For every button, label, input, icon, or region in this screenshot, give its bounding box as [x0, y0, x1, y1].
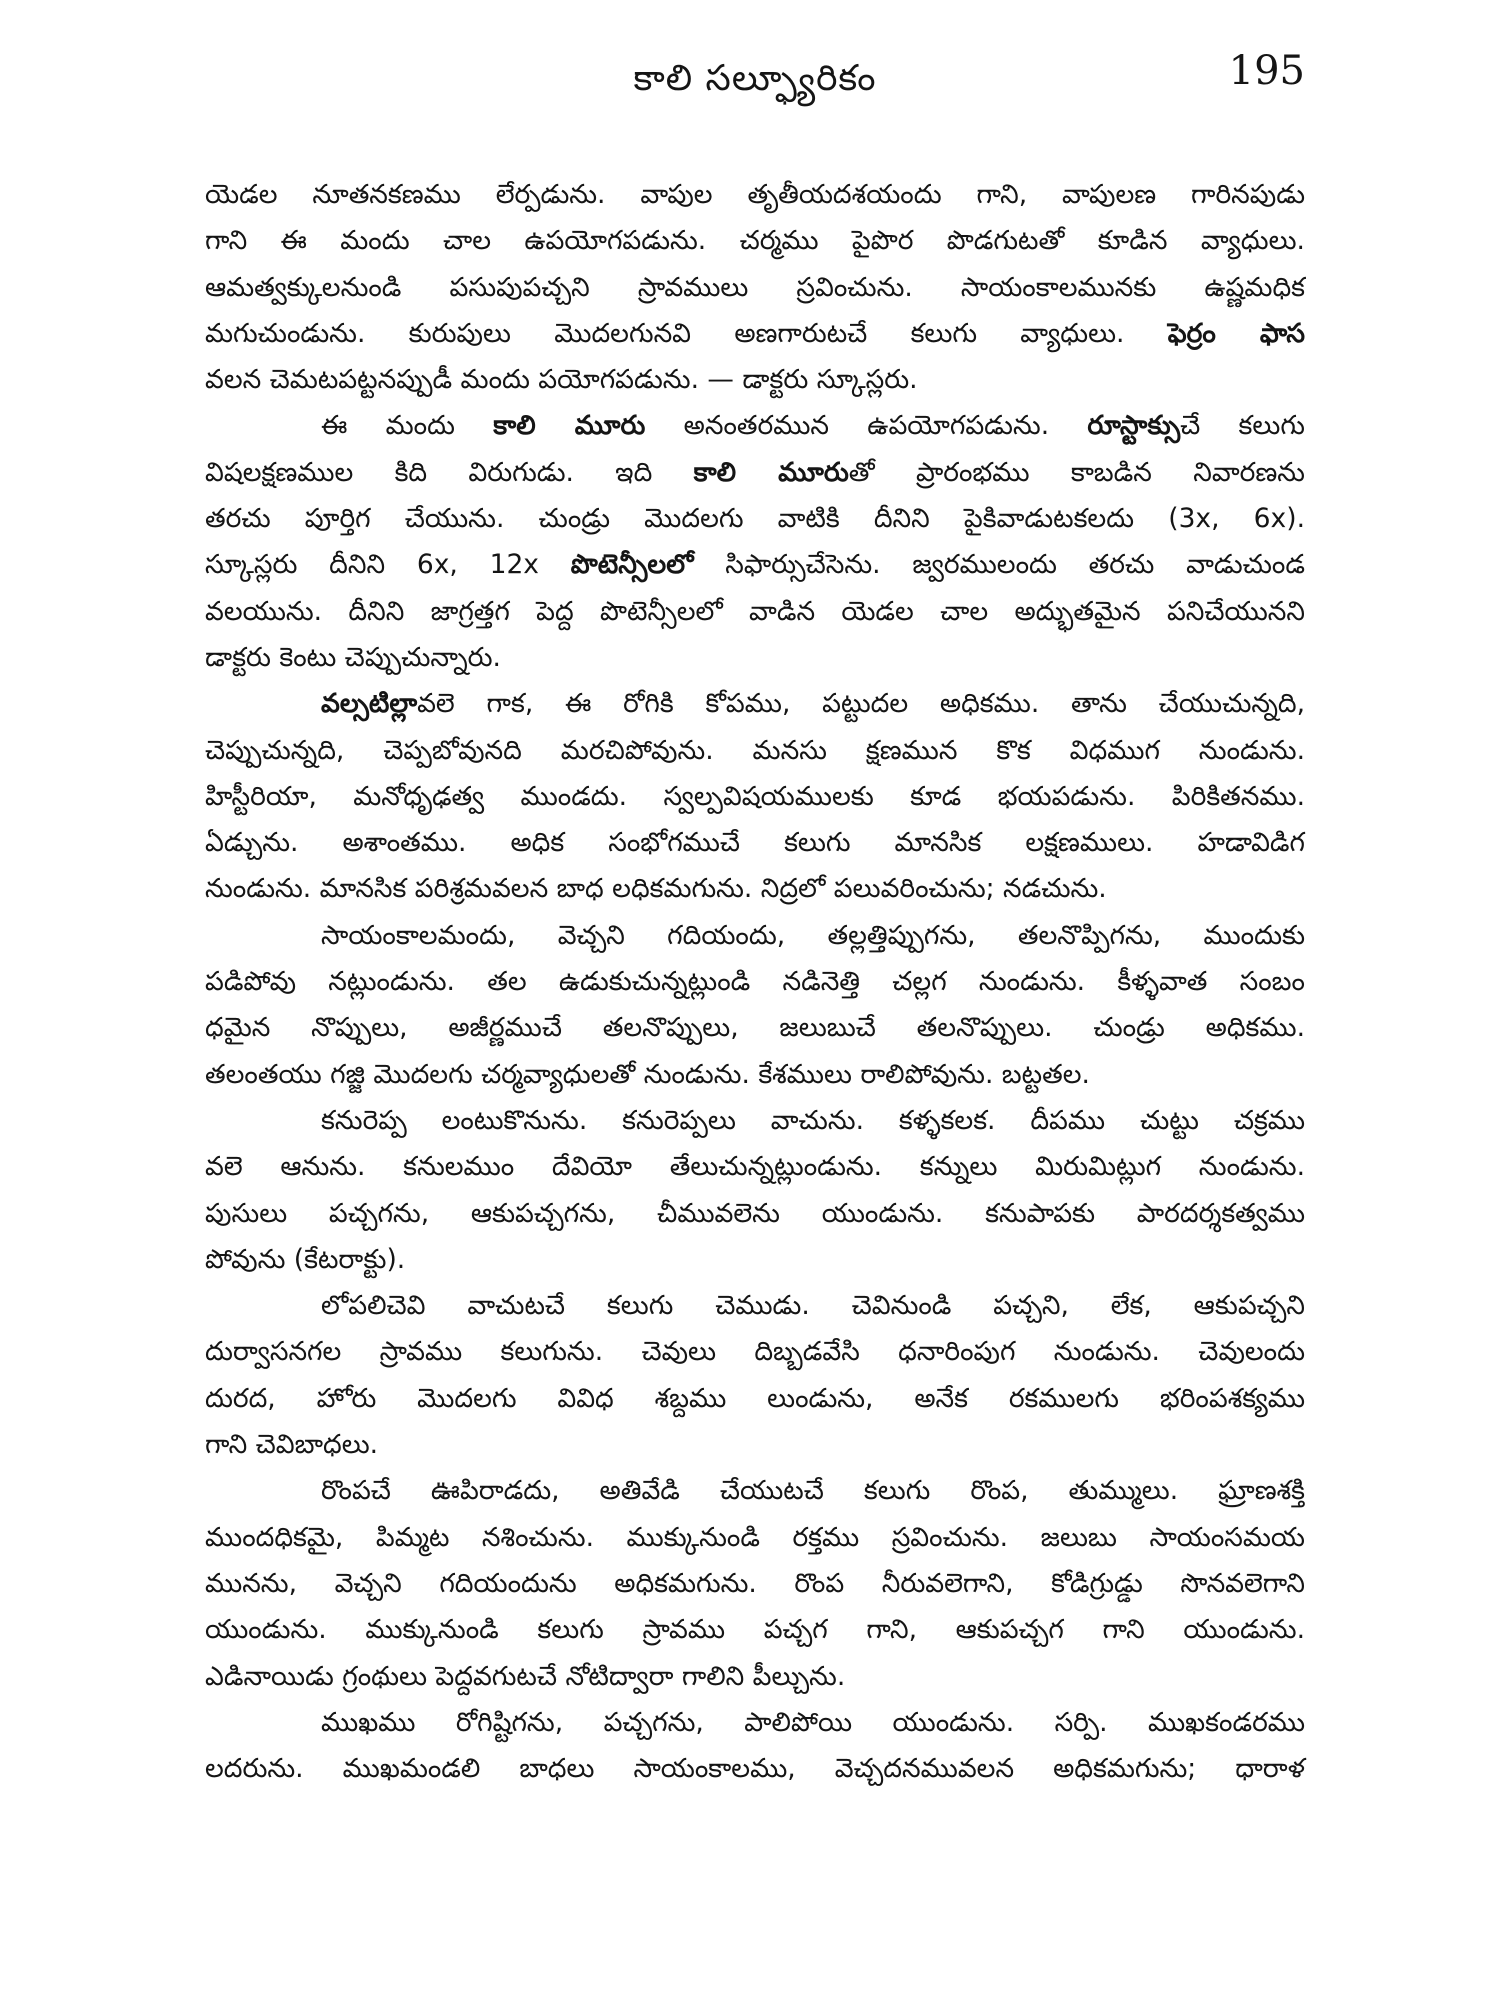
text-line: హిస్టీరియా, మనోధృఢత్వ ముండదు. స్వల్పవిషయములకు కూడ భయపడును. పిరికితనము. — [205, 780, 1305, 812]
text-run: వలె గాక, ఈ రోగికి కోపము, పట్టుదల అధికము. తాను చేయుచున్నది, — [417, 688, 1305, 720]
text-line: ఎడినాయిడు గ్రంథులు పెద్దవగుటచే నోటిద్వారా గాలిని పీల్చును. — [205, 1660, 846, 1692]
text-line: ధమైన నొప్పులు, అజీర్ణముచే తలనొప్పులు, జలుబుచే తలనొప్పులు. చుండ్రు అధికము. — [205, 1012, 1305, 1044]
text-line — [205, 403, 1305, 449]
text-line — [205, 450, 1305, 496]
remedy-name: కాలి మూరు — [693, 456, 849, 488]
remedy-name: ఫెర్రం ఫాస — [1167, 317, 1305, 349]
text-run: ఈ మందు — [321, 410, 455, 442]
text-line: ముందధికమై, పిమ్మట నశించును. ముక్కునుండి రక్తము స్రవించును. జలుబు సాయంసమయ — [205, 1521, 1305, 1553]
text-line: ఆమత్వక్కులనుండి పసుపుపచ్చని స్రావములు స్రవించును. సాయంకాలమునకు ఉష్ణమధిక — [205, 271, 1305, 303]
text-line: పోవును (కేటరాక్టు). — [205, 1243, 406, 1275]
text-line: లోపలిచెవి వాచుటచే కలుగు చెముడు. చెవినుండి పచ్చని, లేక, ఆకుపచ్చని — [321, 1290, 1305, 1322]
page-number: 195 — [1228, 48, 1305, 94]
text-line: నుండును. మానసిక పరిశ్రమవలన బాధ లధికమగును. నిద్రలో పలువరించును; నడచును. — [205, 873, 1107, 905]
text-line: చెప్పుచున్నది, చెప్పబోవునది మరచిపోవును. మనసు క్షణమున కొక విధముగ నుండును. — [205, 734, 1305, 766]
text-line: గాని ఈ మందు చాల ఉపయోగపడును. చర్మము పైపొర పొడగుటతో కూడిన వ్యాధులు. — [205, 225, 1305, 257]
text-line: యుండును. ముక్కునుండి కలుగు స్రావము పచ్చగ గాని, ఆకుపచ్చగ గాని యుండును. — [205, 1614, 1305, 1646]
text-line: యెడల నూతనకణము లేర్పడును. వాపుల తృతీయదశయందు గాని, వాపులణ గారినపుడు — [205, 179, 1305, 210]
text-line: పుసులు పచ్చగను, ఆకుపచ్చగను, చీమువలెను యుండును. కనుపాపకు పారదర్శకత్వము — [205, 1197, 1305, 1229]
text-line — [205, 542, 1305, 588]
remedy-name: రూస్టాక్సు — [1087, 410, 1181, 442]
text-line: వలన చెమటపట్టనప్పుడీ మందు పయోగపడును. — డాక్టరు స్కూస్లరు. — [205, 364, 918, 396]
text-line: లదరును. ముఖమండలి బాధలు సాయంకాలము, వెచ్చదనమువలన అధికమగును; ధారాళ — [205, 1753, 1305, 1785]
text-line: దుర్వాసనగల స్రావము కలుగును. చెవులు దిబ్బడవేసి ధనారింపుగ నుండును. చెవులందు — [205, 1336, 1305, 1368]
text-line: ముఖము రోగిష్టిగను, పచ్చగను, పాలిపోయి యుండును. సర్పి. ముఖకండరము — [321, 1706, 1305, 1738]
text-run: సిఫార్సుచేసెను. జ్వరములందు తరచు వాడుచుండ — [725, 549, 1305, 581]
text-line: గాని చెవిబాధలు. — [205, 1429, 379, 1461]
text-line: రొంపచే ఊపిరాడదు, అతివేడి చేయుటచే కలుగు రొంప, తుమ్ములు. ఘ్రాణశక్తి — [321, 1475, 1305, 1507]
running-header — [205, 48, 1305, 108]
text-line: కనురెప్ప లంటుకొనును. కనురెప్పలు వాచును. కళ్ళకలక. దీపము చుట్టు చక్రము — [321, 1104, 1305, 1136]
remedy-name: కాలి మూరు — [493, 410, 646, 442]
text-line: తరచు పూర్తిగ చేయును. చుండ్రు మొదలగు వాటికి దీనిని పైకివాడుటకలదు (3x, 6x). — [205, 503, 1305, 535]
text-run: అనంతరమున ఉపయోగపడును. — [683, 410, 1050, 442]
text-line: తలంతయు గజ్జి మొదలగు చర్మవ్యాధులతో నుండును. కేశములు రాలిపోవును. బట్టతల. — [205, 1058, 1090, 1090]
text-line — [205, 681, 1305, 727]
text-line: వలయును. దీనిని జాగ్రత్తగ పెద్ద పొటెన్సీలలో వాడిన యెడల చాల అద్భుతమైన పనిచేయునని — [205, 595, 1305, 627]
text-line: మునను, వెచ్చని గదియందును అధికమగును. రొంప నీరువలెగాని, కోడిగ్రుడ్డు సొనవలెగాని — [205, 1567, 1305, 1599]
text-line: డాక్టరు కెంటు చెప్పుచున్నారు. — [205, 641, 501, 673]
text-line: వలె ఆనును. కనులముం దేవియో తేలుచున్నట్లుండును. కన్నులు మిరుమిట్లుగ నుండును. — [205, 1151, 1305, 1183]
text-run: మగుచుండును. కురుపులు మొదలగునవి అణగారుటచే కలుగు వ్యాధులు. — [205, 317, 1125, 349]
text-run: విషలక్షణముల కిది విరుగుడు. ఇది — [205, 456, 653, 488]
text-line: దురద, హోరు మొదలగు వివిధ శబ్దము లుండును, అనేక రకములగు భరింపశక్యము — [205, 1382, 1305, 1414]
body-text — [205, 172, 1305, 1792]
text-run: చే కలుగు — [1180, 410, 1305, 442]
text-line: ఏడ్చును. అశాంతము. అధిక సంభోగముచే కలుగు మానసిక లక్షణములు. హడావిడిగ — [205, 827, 1305, 859]
text-line — [205, 311, 1305, 357]
text-run: తో ప్రారంభము కాబడిన నివారణను — [848, 456, 1305, 488]
text-run: స్కూస్లరు దీనిని 6x, 12x — [205, 549, 539, 581]
remedy-name: వల్సటిల్లా — [321, 688, 418, 720]
page-title: కాలి సల్ఫ్యూరికం — [633, 58, 877, 99]
emphasis-term: పొటెన్సీలలో — [570, 549, 694, 581]
text-line: సాయంకాలమందు, వెచ్చని గదియందు, తల్లత్తిప్పుగను, తలనొప్పిగను, ముందుకు — [321, 919, 1305, 951]
text-line: పడిపోవు నట్లుండును. తల ఉడుకుచున్నట్లుండి నడినెత్తి చల్లగ నుండును. కీళ్ళవాత సంబం — [205, 966, 1305, 998]
